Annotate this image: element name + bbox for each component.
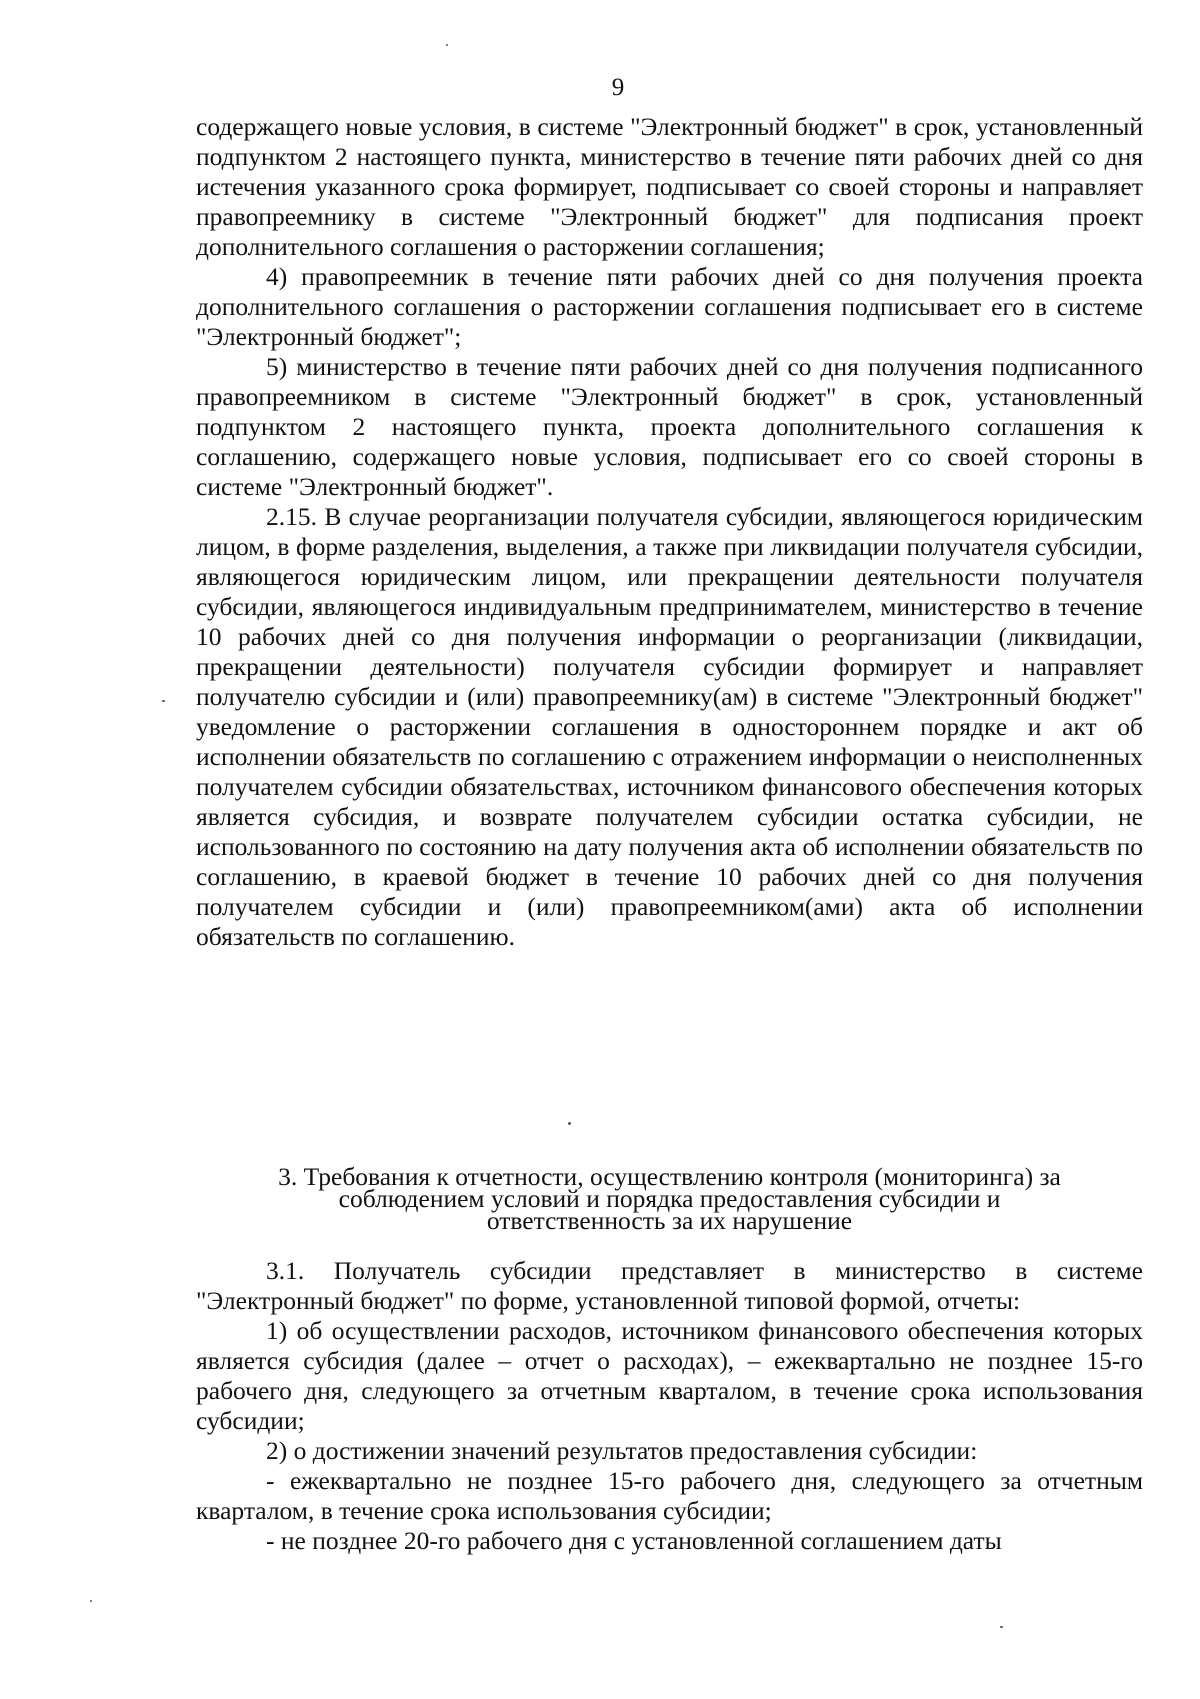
section-3-heading-line-1: 3. Требования к отчетности, осуществлению контроля (мониторинга) за [278,1162,1061,1191]
body-text-upper [196,112,1143,952]
page-number: 9 [611,74,625,101]
paragraph-item-5: 5) министерство в течение пяти рабочих дней со дня получения подписанного правопреемником в системе "Электронный бюджет" в срок, установленный подпунктом 2 настоящего пункта, проекта дополнительного соглашения к соглашению, содержащего новые условия, подписывает его со своей стороны в системе "Электронный бюджет". [196,352,1143,501]
paragraph-3-1: 3.1. Получатель субсидии представляет в министерство в системе "Электронный бюджет" по форме, установленной типовой формой, отчеты: [196,1256,1143,1315]
paragraph-dash-quarterly: - ежеквартально не позднее 15-го рабочего дня, следующего за отчетным кварталом, в течение срока использования субсидии; [196,1466,1143,1525]
scan-speck [568,1122,571,1125]
paragraph-2-15: 2.15. В случае реорганизации получателя субсидии, являющегося юридическим лицом, в форме разделения, выделения, а также при ликвидации получателя субсидии, являющегося юридическим лицом, или прекращении деятельности получателя субсидии, являющегося индивидуальным предпринимателем, министерство в течение 10 рабочих дней со дня получения информации о реорганизации (ликвидации, прекращении деятельности) получателя субсидии формирует и направляет получателю субсидии и (или) правопреемнику(ам) в системе "Электронный бюджет" уведомление о расторжении соглашения в одностороннем порядке и акт об исполнении обязательств по соглашению с отражением информации о неисполненных получателем субсидии обязательствах, источником финансового обеспечения которых является субсидия, и возврате получателем субсидии остатка субсидии, не использованного по состоянию на дату получения акта об исполнении обязательств по соглашению, в краевой бюджет в течение 10 рабочих дней со дня получения получателем субсидии и (или) правопреемником(ами) акта об исполнении обязательств по соглашению. [196,502,1143,951]
paragraph-dash-20th-day: - не позднее 20-го рабочего дня с установленной соглашением даты [266,1526,1002,1555]
paragraph-3-1-item-1: 1) об осуществлении расходов, источником финансового обеспечения которых является субсидия (далее – отчет о расходах), – ежеквартально не позднее 15-го рабочего дня, следующего за отчетным кварталом, в течение срока использования субсидии; [196,1316,1143,1435]
paragraph-3-1-item-2: 2) о достижении значений результатов предоставления субсидии: [266,1436,978,1465]
scan-speck [90,1600,92,1602]
section-3-heading [196,1162,1143,1235]
scan-speck [162,700,165,702]
section-3-heading-line-3: ответственность за их нарушение [486,1206,853,1235]
scan-speck [1000,1626,1003,1628]
paragraph-item-4: 4) правопреемник в течение пяти рабочих дней со дня получения проекта дополнительного соглашения о расторжении соглашения подписывает его в системе "Электронный бюджет"; [196,262,1143,351]
scan-speck [446,44,448,46]
body-text-lower [196,1256,1143,1556]
paragraph-continuation: содержащего новые условия, в системе "Электронный бюджет" в срок, установленный подпунктом 2 настоящего пункта, министерство в течение пяти рабочих дней со дня истечения указанного срока формирует, подписывает со своей стороны и направляет правопреемнику в системе "Электронный бюджет" для подписания проект дополнительного соглашения о расторжении соглашения; [196,112,1143,261]
section-3-heading-line-2: соблюдением условий и порядка предоставления субсидии и [338,1184,1001,1213]
